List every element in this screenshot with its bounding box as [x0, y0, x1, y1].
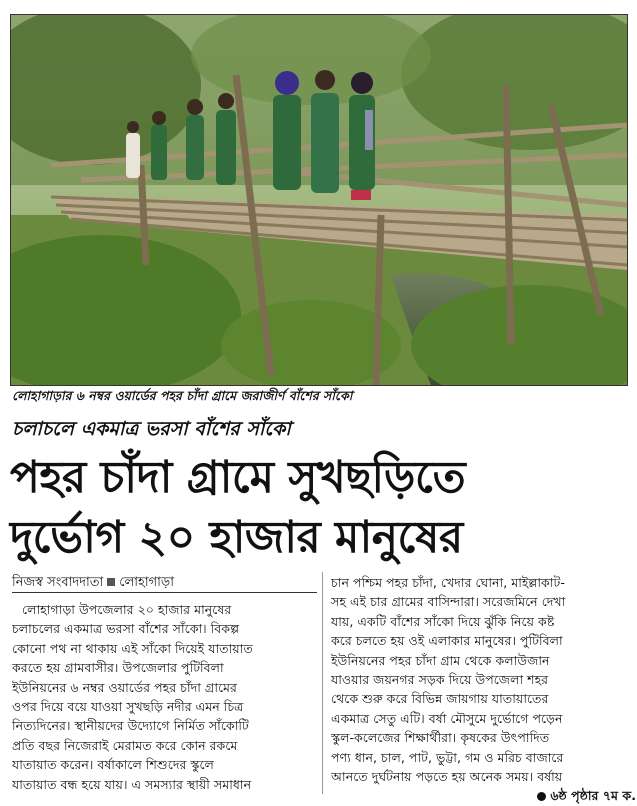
article-column-2	[331, 573, 636, 806]
photo-caption: লোহাগাড়ার ৬ নম্বর ওয়ার্ডের পহর চাঁদা গ্রামে জরাজীর্ণ বাঁশের সাঁকো	[12, 388, 353, 403]
column-line: ওপর দিয়ে বয়ে যাওয়া সুখছড়ি নদীর এমন চিত্র	[12, 699, 244, 715]
bullet-icon	[537, 792, 546, 801]
article-column-1	[12, 600, 317, 794]
column-divider	[322, 572, 323, 794]
dateline-location: লোহাগাড়া	[119, 575, 174, 590]
continued-on-page	[331, 786, 636, 805]
column-line: নিত্যদিনের। স্থানীয়দের উদ্যোগে নির্মিত সাঁকোটি	[12, 718, 249, 734]
column-line: ইউনিয়নের পহর চাঁদা গ্রাম থেকে কলাউজান	[331, 652, 550, 668]
column-line: কোনো পথ না থাকায় এই সাঁকো দিয়েই যাতায়াত	[12, 640, 253, 656]
column-line: করে চলতে হয় ওই এলাকার মানুষের। পুটিবিলা	[331, 633, 563, 649]
column-line: ইউনিয়নের ৬ নম্বর ওয়ার্ডের পহর চাঁদা গ্রামের	[12, 679, 237, 695]
column-line: চলাচলের একমাত্র ভরসা বাঁশের সাঁকো। বিকল্প	[12, 621, 240, 637]
reporter-name: নিজস্ব সংবাদদাতা	[12, 575, 104, 590]
jump-text: ৬ষ্ঠ পৃষ্ঠার ৭ম ক.	[550, 788, 636, 804]
column-line: যাতায়াত করেন। বর্ষাকালে শিশুদের স্কুলে	[12, 757, 214, 773]
column-line: আনতে দুর্ঘটনায় পড়তে হয় অনেক সময়। বর্ষায়	[331, 769, 563, 785]
kicker-headline: চলাচলে একমাত্র ভরসা বাঁশের সাঁকো	[12, 418, 291, 440]
column-line: চান পশ্চিম পহর চাঁদা, খেদার ঘোনা, মাইল্লাকাট-	[331, 575, 565, 590]
byline	[12, 573, 317, 594]
main-headline	[10, 448, 630, 568]
column-line: পণ্য ধান, চাল, পাট, ভুট্টা, গম ও মরিচ বাজারে	[331, 749, 564, 765]
square-separator-icon	[107, 578, 115, 586]
headline-line-1: পহর চাঁদা গ্রামে সুখছড়িতে	[10, 452, 466, 503]
news-photo	[10, 14, 628, 386]
column-line: স্কুল-কলেজের শিক্ষার্থীরা। কৃষকের উৎপাদিত	[331, 730, 550, 746]
column-line: একমাত্র সেতু এটি। বর্ষা মৌসুমে দুর্ভোগে পড়েন	[331, 710, 563, 726]
headline-line-2: দুর্ভোগ ২০ হাজার মানুষের	[10, 512, 463, 563]
column-line: যায়, একটি বাঁশের সাঁকো দিয়ে ঝুঁকি নিয়ে কষ্ট	[331, 613, 555, 629]
byline-divider	[12, 592, 317, 593]
column-line: করতে হয় গ্রামবাসীর। উপজেলার পুটিবিলা	[12, 660, 224, 676]
column-line: যাওয়ার জয়নগর সড়ক দিয়ে উপজেলা শহর	[331, 672, 549, 688]
column-line: লোহাগাড়া উপজেলার ২০ হাজার মানুষের	[22, 602, 232, 617]
column-line: যাতায়াত বন্ধ হয়ে যায়। এ সমস্যার স্থায়ী সমাধান	[12, 776, 252, 792]
column-line: সহ এই চার গ্রামের বাসিন্দারা। সরেজমিনে দেখা	[331, 594, 566, 610]
column-line: থেকে শুরু করে বিভিন্ন জায়গায় যাতায়াতের	[331, 691, 549, 707]
bamboo-bridge-photo	[11, 15, 627, 385]
column-line: প্রতি বছর নিজেরাই মেরামত করে কোন রকমে	[12, 737, 238, 753]
